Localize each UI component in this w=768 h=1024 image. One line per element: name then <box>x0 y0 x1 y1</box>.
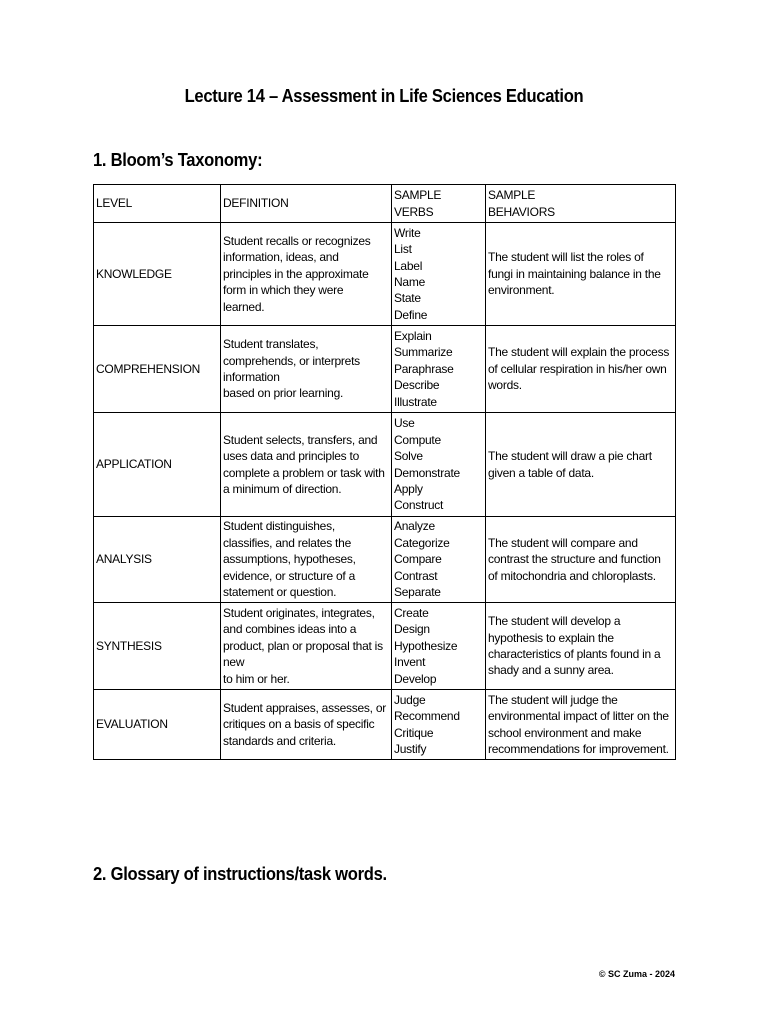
verbs-cell <box>392 517 486 603</box>
verb-item: List <box>394 242 412 257</box>
verb-item: Categorize <box>394 535 450 550</box>
verb-item: Create <box>394 605 429 620</box>
verb-item: Hypothesize <box>394 638 458 653</box>
verb-item: Use <box>394 416 415 431</box>
verb-item: Recommend <box>394 709 460 724</box>
verb-item: Develop <box>394 671 437 686</box>
header-cell-sample-behaviors: SAMPLE BEHAVIORS <box>486 185 676 223</box>
section-heading-blooms-taxonomy: 1. Bloom’s Taxonomy: <box>93 150 263 170</box>
definition-cell: Student selects, transfers, and uses data and principles to complete a problem or task with a minimum of direction. <box>221 413 392 517</box>
table-row <box>94 517 676 603</box>
verb-item: Contrast <box>394 568 438 583</box>
section-heading-glossary: 2. Glossary of instructions/task words. <box>93 864 387 884</box>
verbs-cell <box>392 223 486 326</box>
blooms-taxonomy-table <box>93 184 676 760</box>
table-row <box>94 690 676 760</box>
header-cell-definition: DEFINITION <box>221 185 392 223</box>
level-cell: KNOWLEDGE <box>94 223 221 326</box>
level-cell: APPLICATION <box>94 413 221 517</box>
verb-item: Construct <box>394 498 444 513</box>
verb-item: Illustrate <box>394 394 437 409</box>
verbs-cell <box>392 690 486 760</box>
verb-item: Analyze <box>394 519 435 534</box>
level-cell: ANALYSIS <box>94 517 221 603</box>
behavior-cell: The student will draw a pie chart given a table of data. <box>486 413 676 517</box>
copyright-footer: © SC Zuma - 2024 <box>598 969 675 979</box>
verbs-cell <box>392 413 486 517</box>
verb-item: Apply <box>394 481 423 496</box>
verb-item: Critique <box>394 725 434 740</box>
definition-cell: Student originates, integrates, and combines ideas into a product, plan or proposal that is new to him or her. <box>221 603 392 690</box>
definition-cell: Student translates, comprehends, or interprets information based on prior learning. <box>221 326 392 413</box>
behavior-cell: The student will compare and contrast the structure and function of mitochondria and chloroplasts. <box>486 517 676 603</box>
table-row <box>94 326 676 413</box>
page-title: Lecture 14 – Assessment in Life Sciences Education <box>184 86 584 106</box>
verb-item: Summarize <box>394 345 453 360</box>
verb-item: Define <box>394 307 428 322</box>
verbs-list <box>394 605 483 687</box>
level-cell: COMPREHENSION <box>94 326 221 413</box>
verb-item: Describe <box>394 378 440 393</box>
verb-item: Justify <box>394 741 427 756</box>
definition-cell: Student appraises, assesses, or critiques on a basis of specific standards and criteria. <box>221 690 392 760</box>
level-cell: EVALUATION <box>94 690 221 760</box>
verb-item: Name <box>394 275 426 289</box>
table-row <box>94 413 676 517</box>
verbs-list <box>394 415 483 513</box>
verb-item: Label <box>394 258 423 273</box>
verbs-list <box>394 518 483 600</box>
table-row <box>94 603 676 690</box>
header-cell-level: LEVEL <box>94 185 221 223</box>
table-row <box>94 223 676 326</box>
verb-item: Design <box>394 622 430 637</box>
verb-item: Paraphrase <box>394 361 454 376</box>
verb-item: Write <box>394 225 421 240</box>
verbs-cell <box>392 326 486 413</box>
verbs-cell <box>392 603 486 690</box>
definition-cell: Student distinguishes, classifies, and relates the assumptions, hypotheses, evidence, or structure of a statement or question. <box>221 517 392 603</box>
behavior-cell: The student will explain the process of cellular respiration in his/her own words. <box>486 326 676 413</box>
verb-item: Compare <box>394 552 442 567</box>
definition-cell: Student recalls or recognizes information, ideas, and principles in the approximate form in which they were learned. <box>221 223 392 326</box>
header-cell-sample-verbs: SAMPLE VERBS <box>392 185 486 223</box>
verb-item: Demonstrate <box>394 465 460 480</box>
verb-item: Separate <box>394 585 441 600</box>
verb-item: Invent <box>394 655 426 670</box>
table-header-row <box>94 185 676 223</box>
behavior-cell: The student will list the roles of fungi in maintaining balance in the environment. <box>486 223 676 326</box>
behavior-cell: The student will develop a hypothesis to explain the characteristics of plants found in a shady and a sunny area. <box>486 603 676 690</box>
verb-item: Judge <box>394 692 426 707</box>
verbs-list <box>394 328 483 410</box>
level-cell: SYNTHESIS <box>94 603 221 690</box>
verb-item: Explain <box>394 328 432 343</box>
verb-item: Compute <box>394 432 441 447</box>
verbs-list <box>394 692 483 758</box>
verb-item: Solve <box>394 449 423 464</box>
verb-item: State <box>394 291 421 306</box>
verbs-list <box>394 225 483 323</box>
behavior-cell: The student will judge the environmental impact of litter on the school environment and make recommendations for improvement. <box>486 690 676 760</box>
